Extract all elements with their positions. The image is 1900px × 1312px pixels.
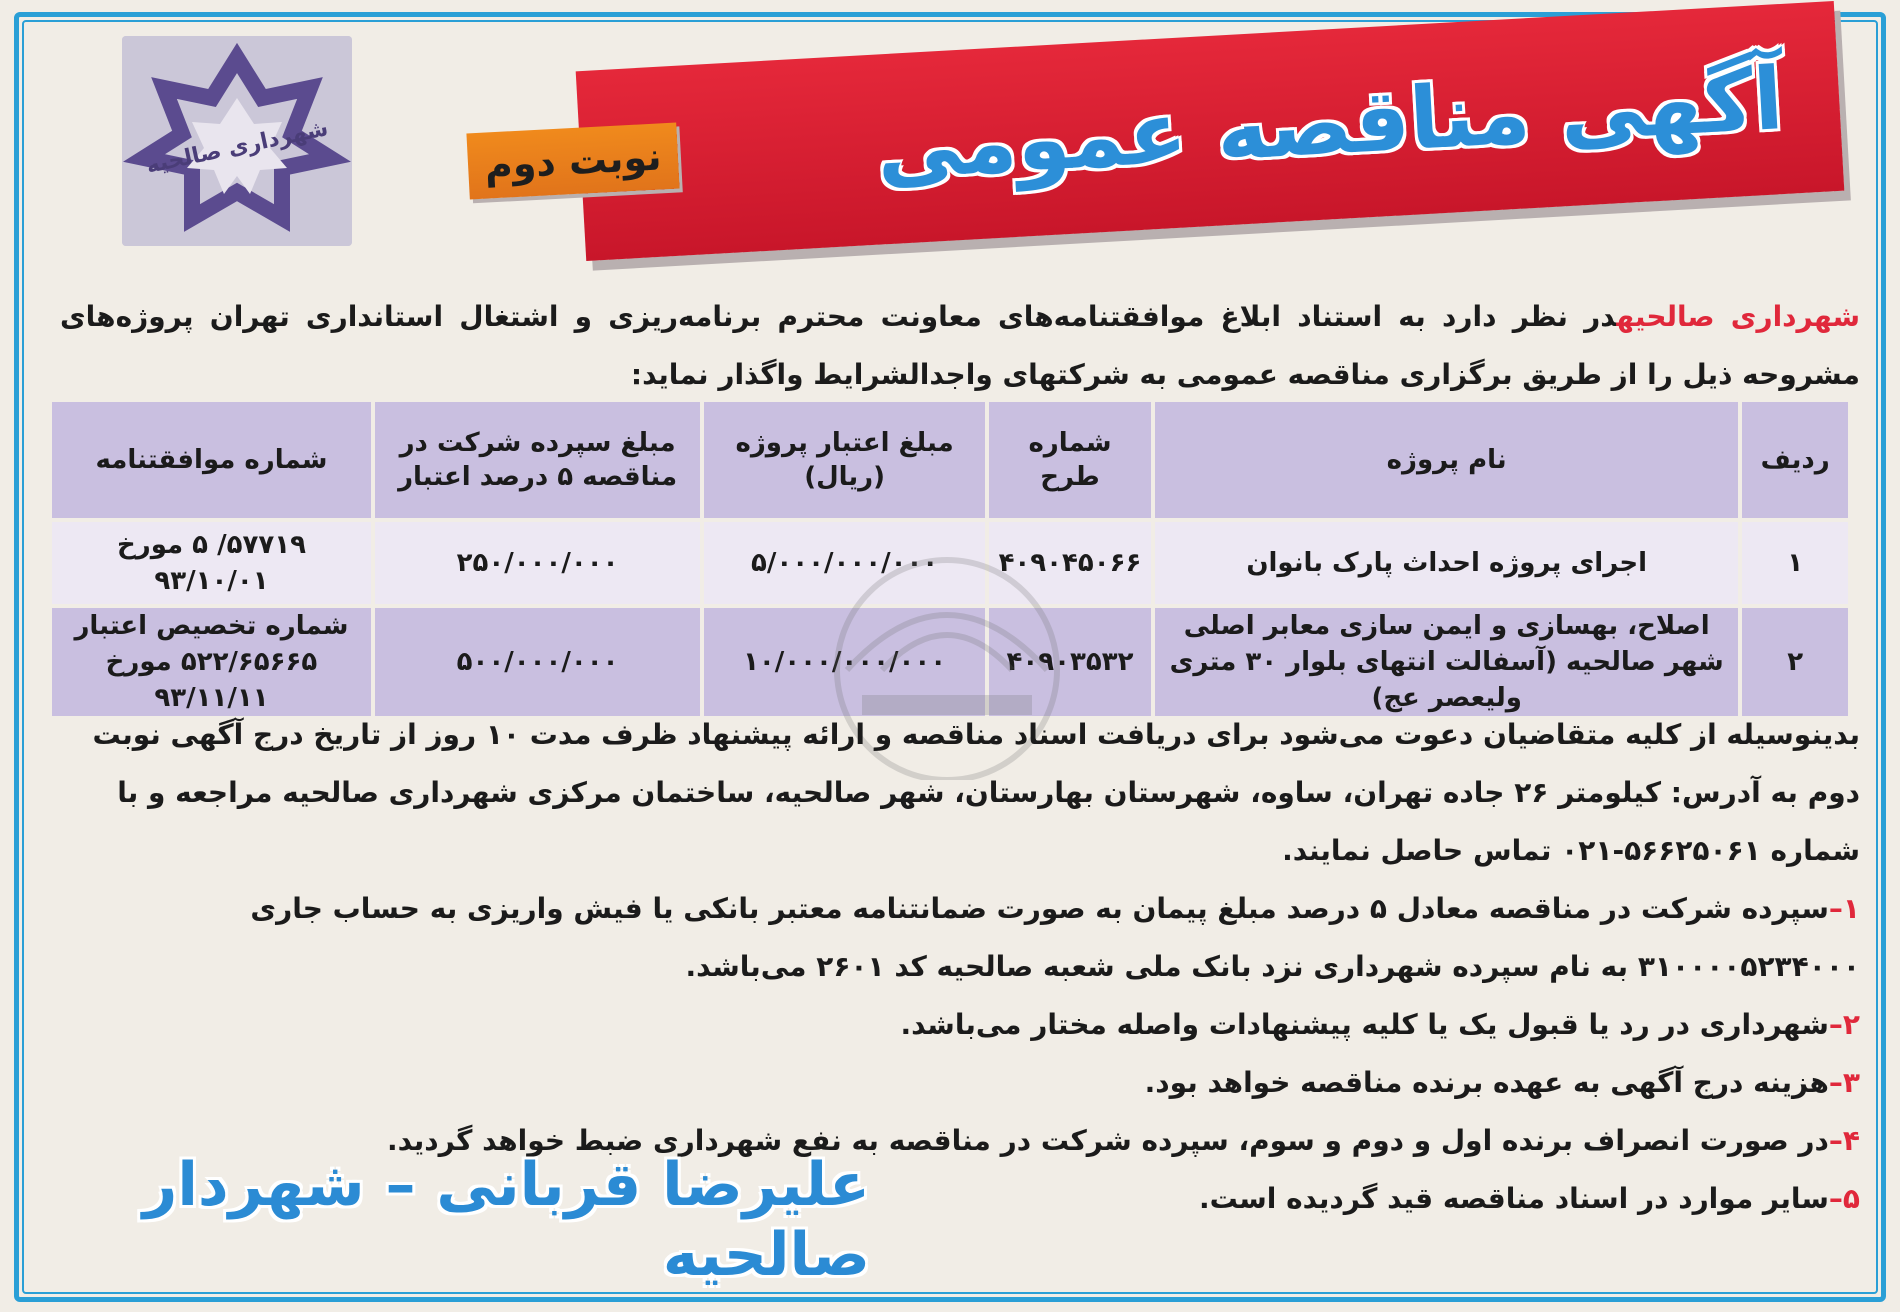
header-index: ردیف xyxy=(1742,402,1848,518)
cell-index: ۱ xyxy=(1742,522,1848,604)
item-text: هزینه درج آگهی به عهده برنده مناقصه خواهد بود. xyxy=(1144,1066,1829,1099)
invite-paragraph: بدینوسیله از کلیه متقاضیان دعوت می‌شود برای دریافت اسناد مناقصه و ارائه پیشنهاد ظرف مدت ۱۰ روز از تاریخ درج آگهی نوبت دوم به آدرس: کیلومتر ۲۶ جاده تهران، ساوه، شهرستان بهارستان، شهر صالحیه، ساختمان مرکزی شهرداری صالحیه مراجعه و با شماره ۵۶۶۲۵۰۶۱-۰۲۱ تماس حاصل نمایند. xyxy=(92,718,1860,867)
header-credit-amount: مبلغ اعتبار پروژه (ریال) xyxy=(704,402,985,518)
list-item xyxy=(60,1054,1860,1112)
header-plan-number: شماره طرح xyxy=(989,402,1151,518)
cell-credit-amount: ۱۰/۰۰۰/۰۰۰/۰۰۰ xyxy=(704,608,985,716)
cell-project-name: اصلاح، بهسازی و ایمن سازی معابر اصلی شهر صالحیه (آسفالت انتهای بلوار ۳۰ متری ولیعصر عج) xyxy=(1155,608,1738,716)
list-item xyxy=(60,996,1860,1054)
item-text: شهرداری در رد یا قبول یک یا کلیه پیشنهادات واصله مختار می‌باشد. xyxy=(900,1008,1829,1041)
item-number: ۱– xyxy=(1828,892,1860,925)
cell-agreement-number: شماره تخصیص اعتبار ۵۲۲/۶۵۶۶۵ مورخ ۹۳/۱۱/۱۱ xyxy=(52,608,371,716)
cell-plan-number: ۴۰۹۰۳۵۳۲ xyxy=(989,608,1151,716)
item-number: ۵– xyxy=(1828,1182,1860,1215)
item-number: ۲– xyxy=(1828,1008,1860,1041)
header-project-name: نام پروژه xyxy=(1155,402,1738,518)
cell-index: ۲ xyxy=(1742,608,1848,716)
municipality-logo xyxy=(122,36,352,246)
item-number: ۴– xyxy=(1828,1124,1860,1157)
cell-project-name: اجرای پروژه احداث پارک بانوان xyxy=(1155,522,1738,604)
item-text: سپرده شرکت در مناقصه معادل ۵ درصد مبلغ پیمان به صورت ضمانتنامه معتبر بانکی یا فیش واریزی به حساب جاری ۳۱۰۰۰۰۵۲۳۴۰۰۰ به نام سپرده شهرداری نزد بانک ملی شعبه صالحیه کد ۲۶۰۱ می‌باشد. xyxy=(250,892,1860,983)
header-agreement-number: شماره موافقتنامه xyxy=(52,402,371,518)
cell-plan-number: ۴۰۹۰۴۵۰۶۶ xyxy=(989,522,1151,604)
cell-deposit-amount: ۵۰۰/۰۰۰/۰۰۰ xyxy=(375,608,700,716)
item-number: ۳– xyxy=(1828,1066,1860,1099)
round-badge: نوبت دوم xyxy=(466,123,679,200)
table-header-row xyxy=(52,402,1848,518)
intro-text: در نظر دارد به استناد ابلاغ موافقتنامه‌های معاونت محترم برنامه‌ریزی و اشتغال استانداری تهران پروژه‌های مشروحه ذیل را از طریق برگزاری مناقصه عمومی به شرکتهای واجدالشرایط واگذار نماید: xyxy=(60,300,1860,391)
item-text: در صورت انصراف برنده اول و دوم و سوم، سپرده شرکت در مناقصه به نفع شهرداری ضبط خواهد گردید. xyxy=(386,1124,1829,1157)
intro-paragraph xyxy=(60,288,1860,404)
intro-org: شهرداری صالحیه xyxy=(1616,300,1860,333)
signature: علیرضا قربانی – شهردار صالحیه xyxy=(142,1150,870,1290)
page-title: آگهی مناقصه عمومی xyxy=(873,49,1786,200)
header-deposit-amount: مبلغ سپرده شرکت در مناقصه ۵ درصد اعتبار xyxy=(375,402,700,518)
cell-credit-amount: ۵/۰۰۰/۰۰۰/۰۰۰ xyxy=(704,522,985,604)
list-item xyxy=(60,880,1860,996)
logo-text: شهرداری صالحیه xyxy=(144,115,331,179)
cell-agreement-number: ۵۷۷۱۹/ ۵ مورخ ۹۳/۱۰/۰۱ xyxy=(52,522,371,604)
item-text: سایر موارد در اسناد مناقصه قید گردیده است. xyxy=(1198,1182,1829,1215)
cell-deposit-amount: ۲۵۰/۰۰۰/۰۰۰ xyxy=(375,522,700,604)
logo-star-icon xyxy=(122,36,352,246)
